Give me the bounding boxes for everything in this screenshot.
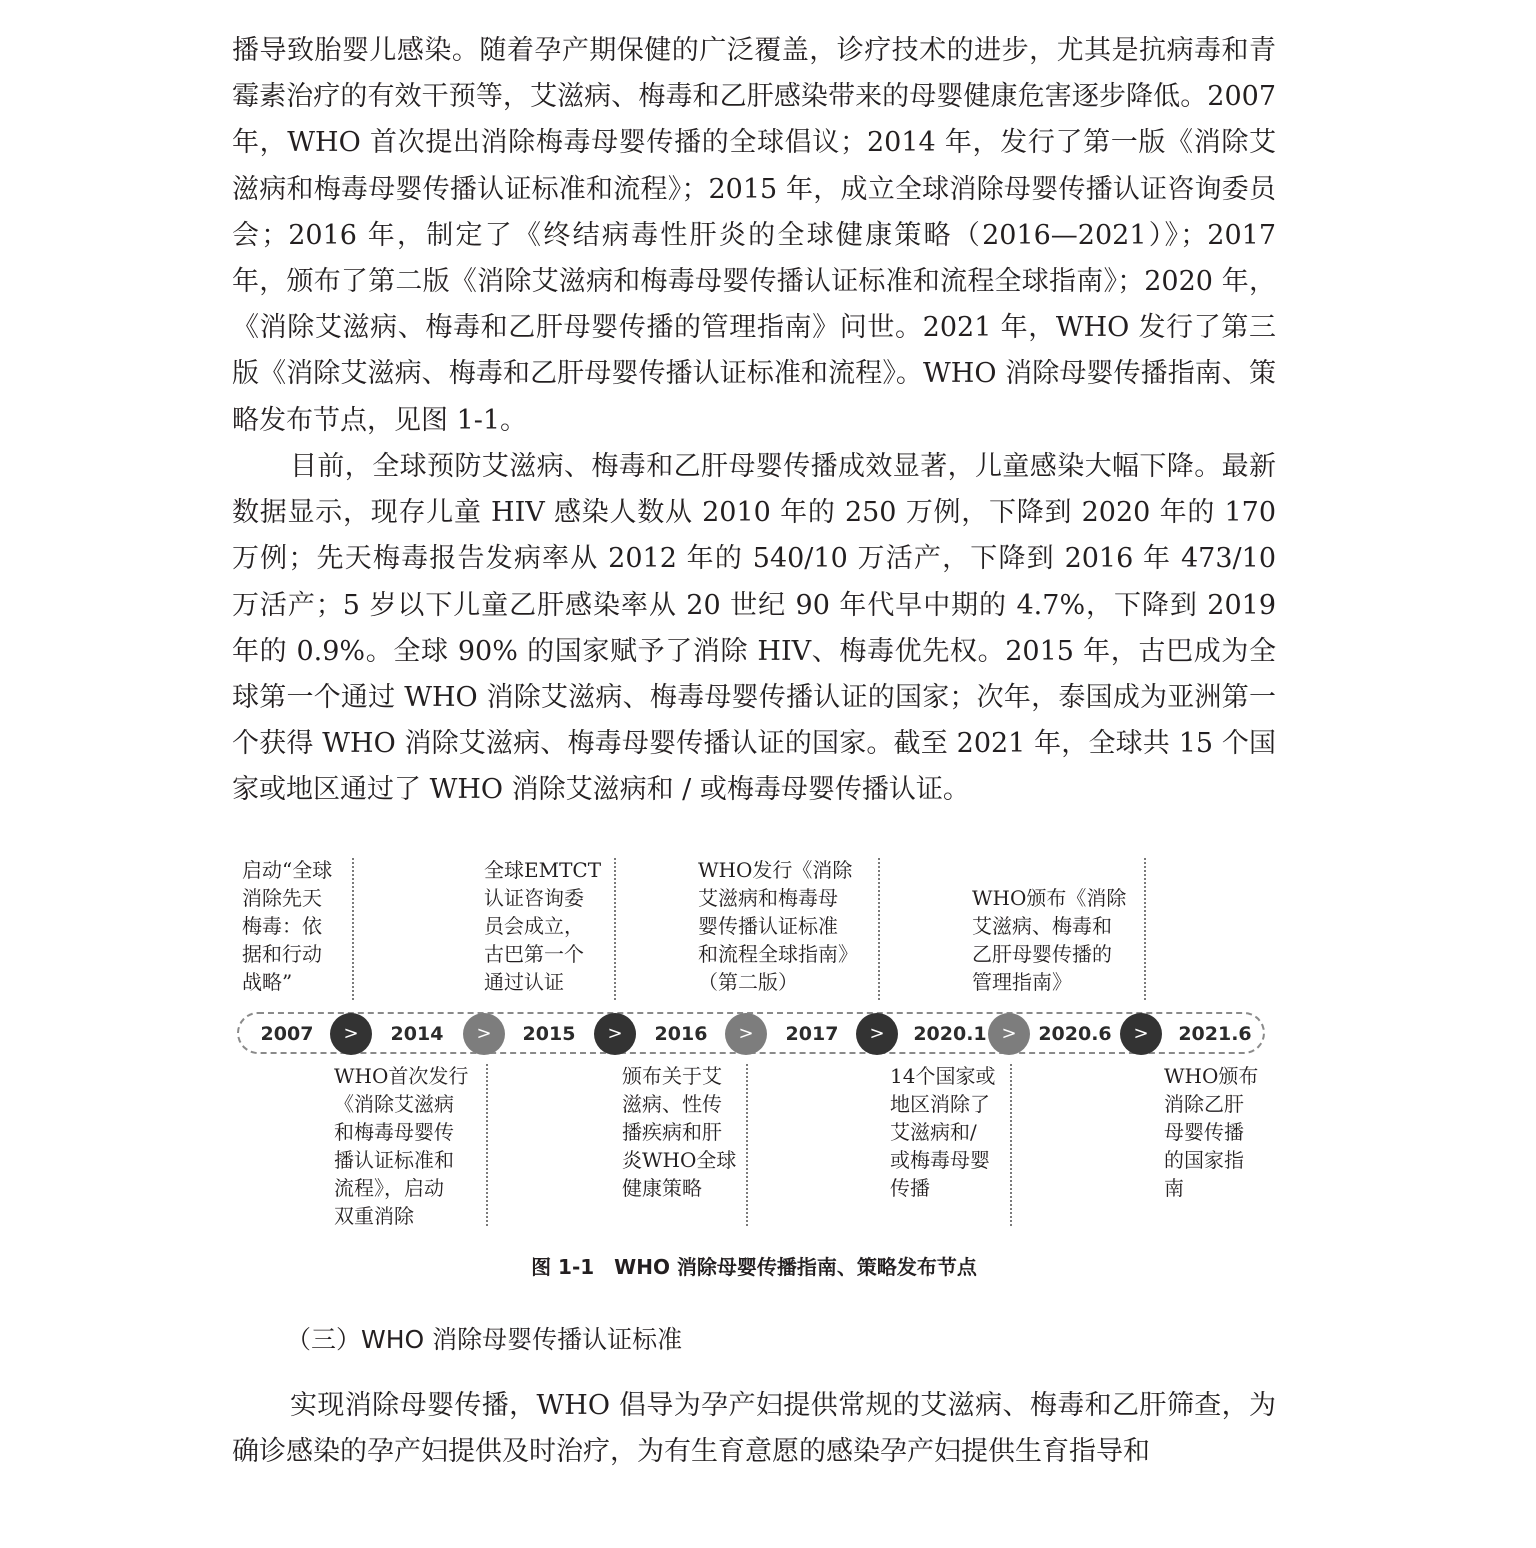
next-arrow-icon: >: [330, 1013, 372, 1055]
next-arrow-icon: >: [594, 1013, 636, 1055]
next-arrow-icon: >: [988, 1013, 1030, 1055]
timeline-note-2021-6: WHO颁布 消除乙肝 母婴传播 的国家指 南: [1164, 1064, 1259, 1200]
timeline-note-2017: WHO发行《消除 艾滋病和梅毒母 婴传播认证标准 和流程全球指南》 （第二版）: [698, 858, 858, 994]
timeline-connector: [352, 858, 354, 1000]
timeline-year: 2014: [390, 1023, 444, 1045]
timeline-connector: [614, 858, 616, 1000]
next-arrow-icon: >: [856, 1013, 898, 1055]
next-arrow-icon: >: [1120, 1013, 1162, 1055]
next-arrow-icon: >: [725, 1013, 767, 1055]
timeline-year: 2017: [785, 1023, 839, 1045]
section-heading: （三）WHO 消除母婴传播认证标准: [286, 1325, 683, 1354]
timeline-figure: [232, 850, 1276, 1240]
paragraph-progress: 目前，全球预防艾滋病、梅毒和乙肝母婴传播成效显著，儿童感染大幅下降。最新数据显示，现存儿童 HIV 感染人数从 2010 年的 250 万例，下降到 2020 年的 170 万例；先天梅毒报告发病率从 2012 年的 540/10 万活产，下降到 2016 年 473/10 万活产；5 岁以下儿童乙肝感染率从 20 世纪 90 年代早中期的 4.7%，下降到 2019 年的 0.9%。全球 90% 的国家赋予了消除 HIV、梅毒优先权。2015 年，古巴成为全球第一个通过 WHO 消除艾滋病、梅毒母婴传播认证的国家；次年，泰国成为亚洲第一个获得 WHO 消除艾滋病、梅毒母婴传播认证的国家。截至 2021 年，全球共 15 个国家或地区通过了 WHO 消除艾滋病和 / 或梅毒母婴传播认证。: [232, 451, 1276, 806]
timeline-connector: [878, 858, 880, 1000]
timeline-note-2020-6: WHO颁布《消除 艾滋病、梅毒和 乙肝母婴传播的 管理指南》: [972, 886, 1127, 994]
timeline-note-2016: 颁布关于艾 滋病、性传 播疾病和肝 炎WHO全球 健康策略: [622, 1064, 737, 1200]
next-arrow-icon: >: [463, 1013, 505, 1055]
timeline-year: 2020.6: [1038, 1023, 1112, 1045]
timeline-year: 2007: [260, 1023, 314, 1045]
timeline-connector: [1144, 858, 1146, 1000]
paragraph-certification: 实现消除母婴传播，WHO 倡导为孕产妇提供常规的艾滋病、梅毒和乙肝筛查，为确诊感染的孕产妇提供及时治疗，为有生育意愿的感染孕产妇提供生育指导和: [232, 1390, 1276, 1468]
timeline-note-2015: 全球EMTCT 认证咨询委 员会成立， 古巴第一个 通过认证: [484, 858, 602, 994]
timeline-connector: [746, 1064, 748, 1226]
timeline-year: 2015: [522, 1023, 576, 1045]
timeline-year: 2020.1: [913, 1023, 987, 1045]
timeline-note-2007: 启动“全球 消除先天 梅毒：依 据和行动 战略”: [242, 858, 333, 994]
figure-caption: 图 1-1 WHO 消除母婴传播指南、策略发布节点: [531, 1255, 977, 1279]
timeline-year: 2021.6: [1178, 1023, 1252, 1045]
timeline-year: 2016: [654, 1023, 708, 1045]
timeline-note-2014: WHO首次发行 《消除艾滋病 和梅毒母婴传 播认证标准和 流程》，启动 双重消除: [334, 1064, 469, 1228]
timeline-connector: [486, 1064, 488, 1226]
timeline-connector: [1010, 1064, 1012, 1226]
paragraph-history: 播导致胎婴儿感染。随着孕产期保健的广泛覆盖，诊疗技术的进步，尤其是抗病毒和青霉素治疗的有效干预等，艾滋病、梅毒和乙肝感染带来的母婴健康危害逐步降低。2007 年，WHO 首次提出消除梅毒母婴传播的全球倡议；2014 年，发行了第一版《消除艾滋病和梅毒母婴传播认证标准和流程》；2015 年，成立全球消除母婴传播认证咨询委员会；2016 年，制定了《终结病毒性肝炎的全球健康策略（2016—2021）》；2017 年，颁布了第二版《消除艾滋病和梅毒母婴传播认证标准和流程全球指南》；2020 年，《消除艾滋病、梅毒和乙肝母婴传播的管理指南》问世。2021 年，WHO 发行了第三版《消除艾滋病、梅毒和乙肝母婴传播认证标准和流程》。WHO 消除母婴传播指南、策略发布节点，见图 1-1。: [232, 35, 1276, 436]
timeline-note-2020-1: 14个国家或 地区消除了 艾滋病和/ 或梅毒母婴 传播: [890, 1064, 996, 1200]
